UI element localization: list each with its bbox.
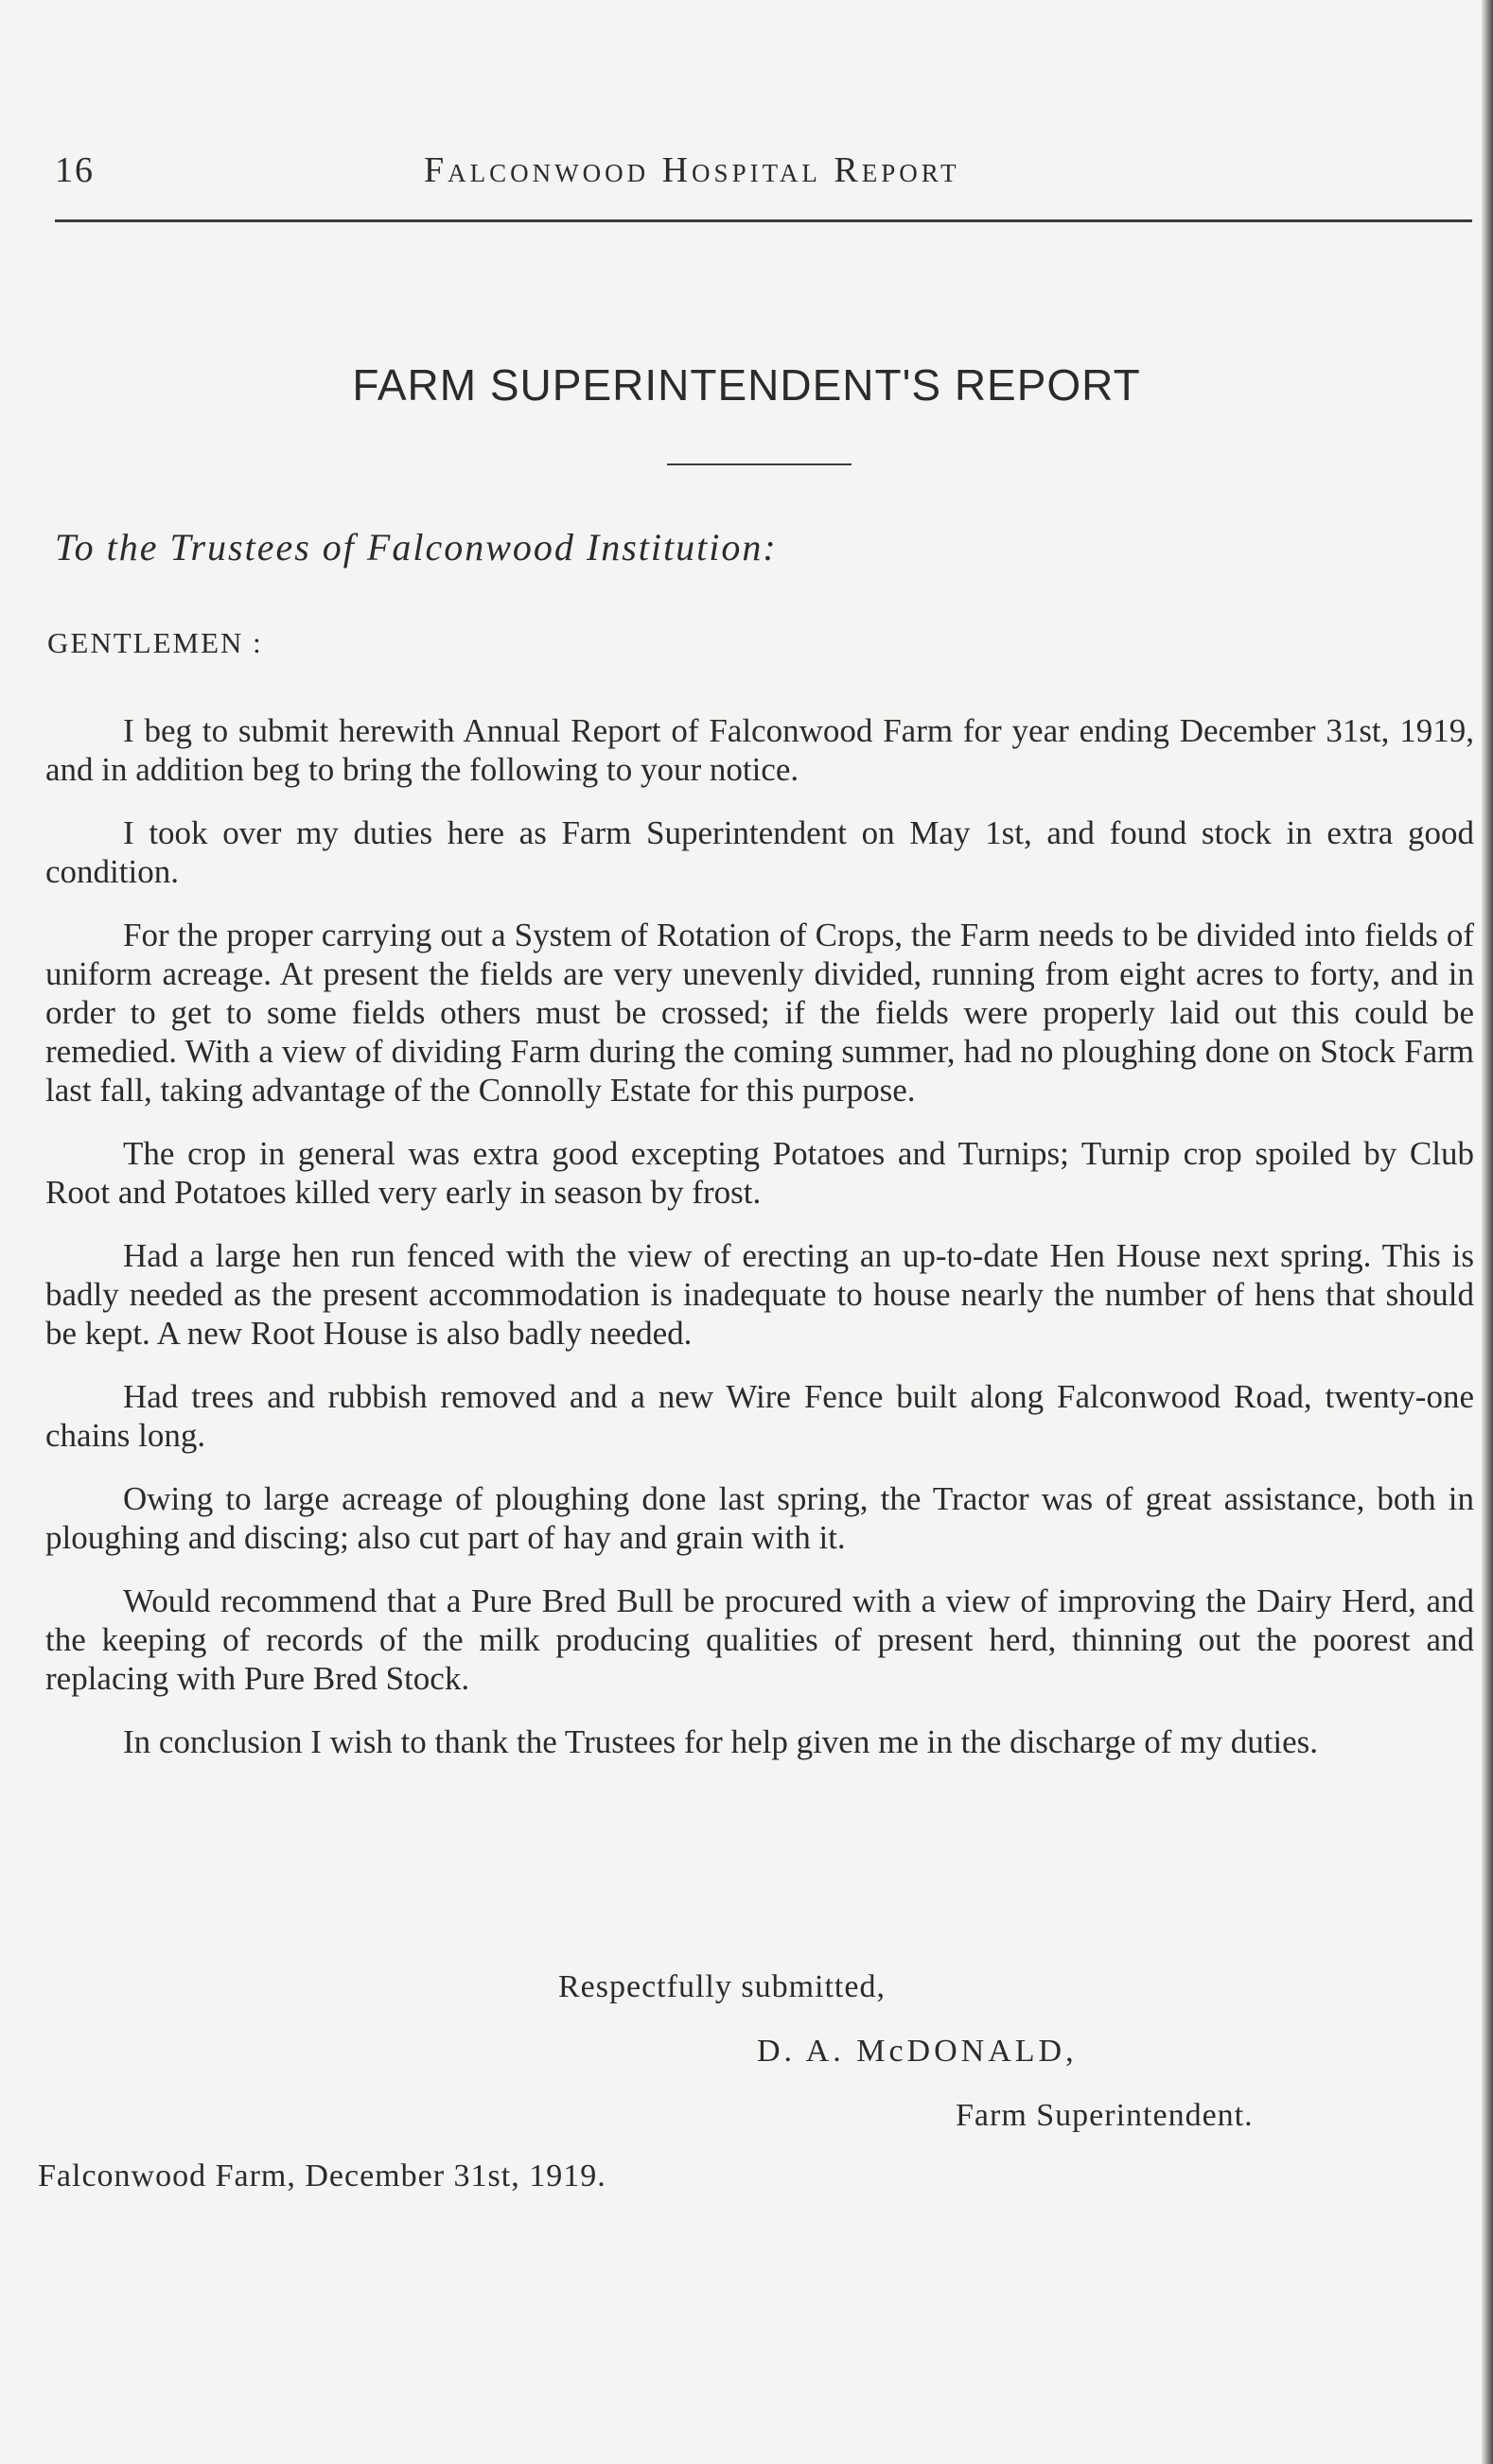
running-header — [55, 142, 1472, 199]
signer-title: Farm Superintendent. — [956, 2098, 1254, 2133]
report-title: FARM SUPERINTENDENT'S REPORT — [352, 360, 1141, 410]
greeting: GENTLEMEN : — [47, 626, 263, 659]
closing-line: Respectfully submitted, — [558, 1969, 886, 2004]
paragraph: For the proper carrying out a System of Rotation of Crops, the Farm needs to be divided into fields of uniform acreage. At present the fields are very unevenly divided, running from eight acres to forty, and in order to get to some fields others must be crossed; if the fields were properly laid out this could be remedied. With a view of dividing Farm during the coming summer, had no ploughing done on Stock Farm last fall, taking advantage of the Connolly Estate for this purpose. — [45, 917, 1474, 1109]
paragraph: In conclusion I wish to thank the Trustees for help given me in the discharge of my duties. — [123, 1723, 1319, 1760]
place-date-line: Falconwood Farm, December 31st, 1919. — [38, 2158, 606, 2193]
paragraph: Owing to large acreage of ploughing done last spring, the Tractor was of great assistance, both in ploughing and discing; also cut part of hay and grain with it. — [45, 1480, 1474, 1556]
title-rule — [667, 463, 852, 465]
header-rule — [55, 219, 1472, 222]
signer-name: D. A. McDONALD, — [757, 2034, 1078, 2069]
paragraph: I took over my duties here as Farm Superintendent on May 1st, and found stock in extra good condition. — [45, 814, 1474, 890]
report-body — [45, 711, 1474, 1786]
paragraph: Had trees and rubbish removed and a new Wire Fence built along Falconwood Road, twenty-one chains long. — [45, 1378, 1474, 1454]
paragraph: Had a large hen run fenced with the view of erecting an up-to-date Hen House next spring. This is badly needed as the present accommodation is inadequate to house nearly the number of hens that should be kept. A new Root House is also badly needed. — [45, 1237, 1474, 1352]
paragraph: Would recommend that a Pure Bred Bull be procured with a view of improving the Dairy Herd, and the keeping of records of the milk producing qualities of present herd, thinning out the poorest and replacing with Pure Bred Stock. — [45, 1582, 1474, 1697]
salutation: To the Trustees of Falconwood Institution: — [55, 526, 778, 568]
paragraph: I beg to submit herewith Annual Report of Falconwood Farm for year ending December 31st, 1919, and in addition beg to bring the following to your notice. — [45, 712, 1474, 788]
running-title: Falconwood Hospital Report — [424, 150, 960, 190]
page-number: 16 — [55, 150, 95, 190]
paragraph: The crop in general was extra good excepting Potatoes and Turnips; Turnip crop spoiled by Club Root and Potatoes killed very early in season by frost. — [45, 1135, 1474, 1211]
